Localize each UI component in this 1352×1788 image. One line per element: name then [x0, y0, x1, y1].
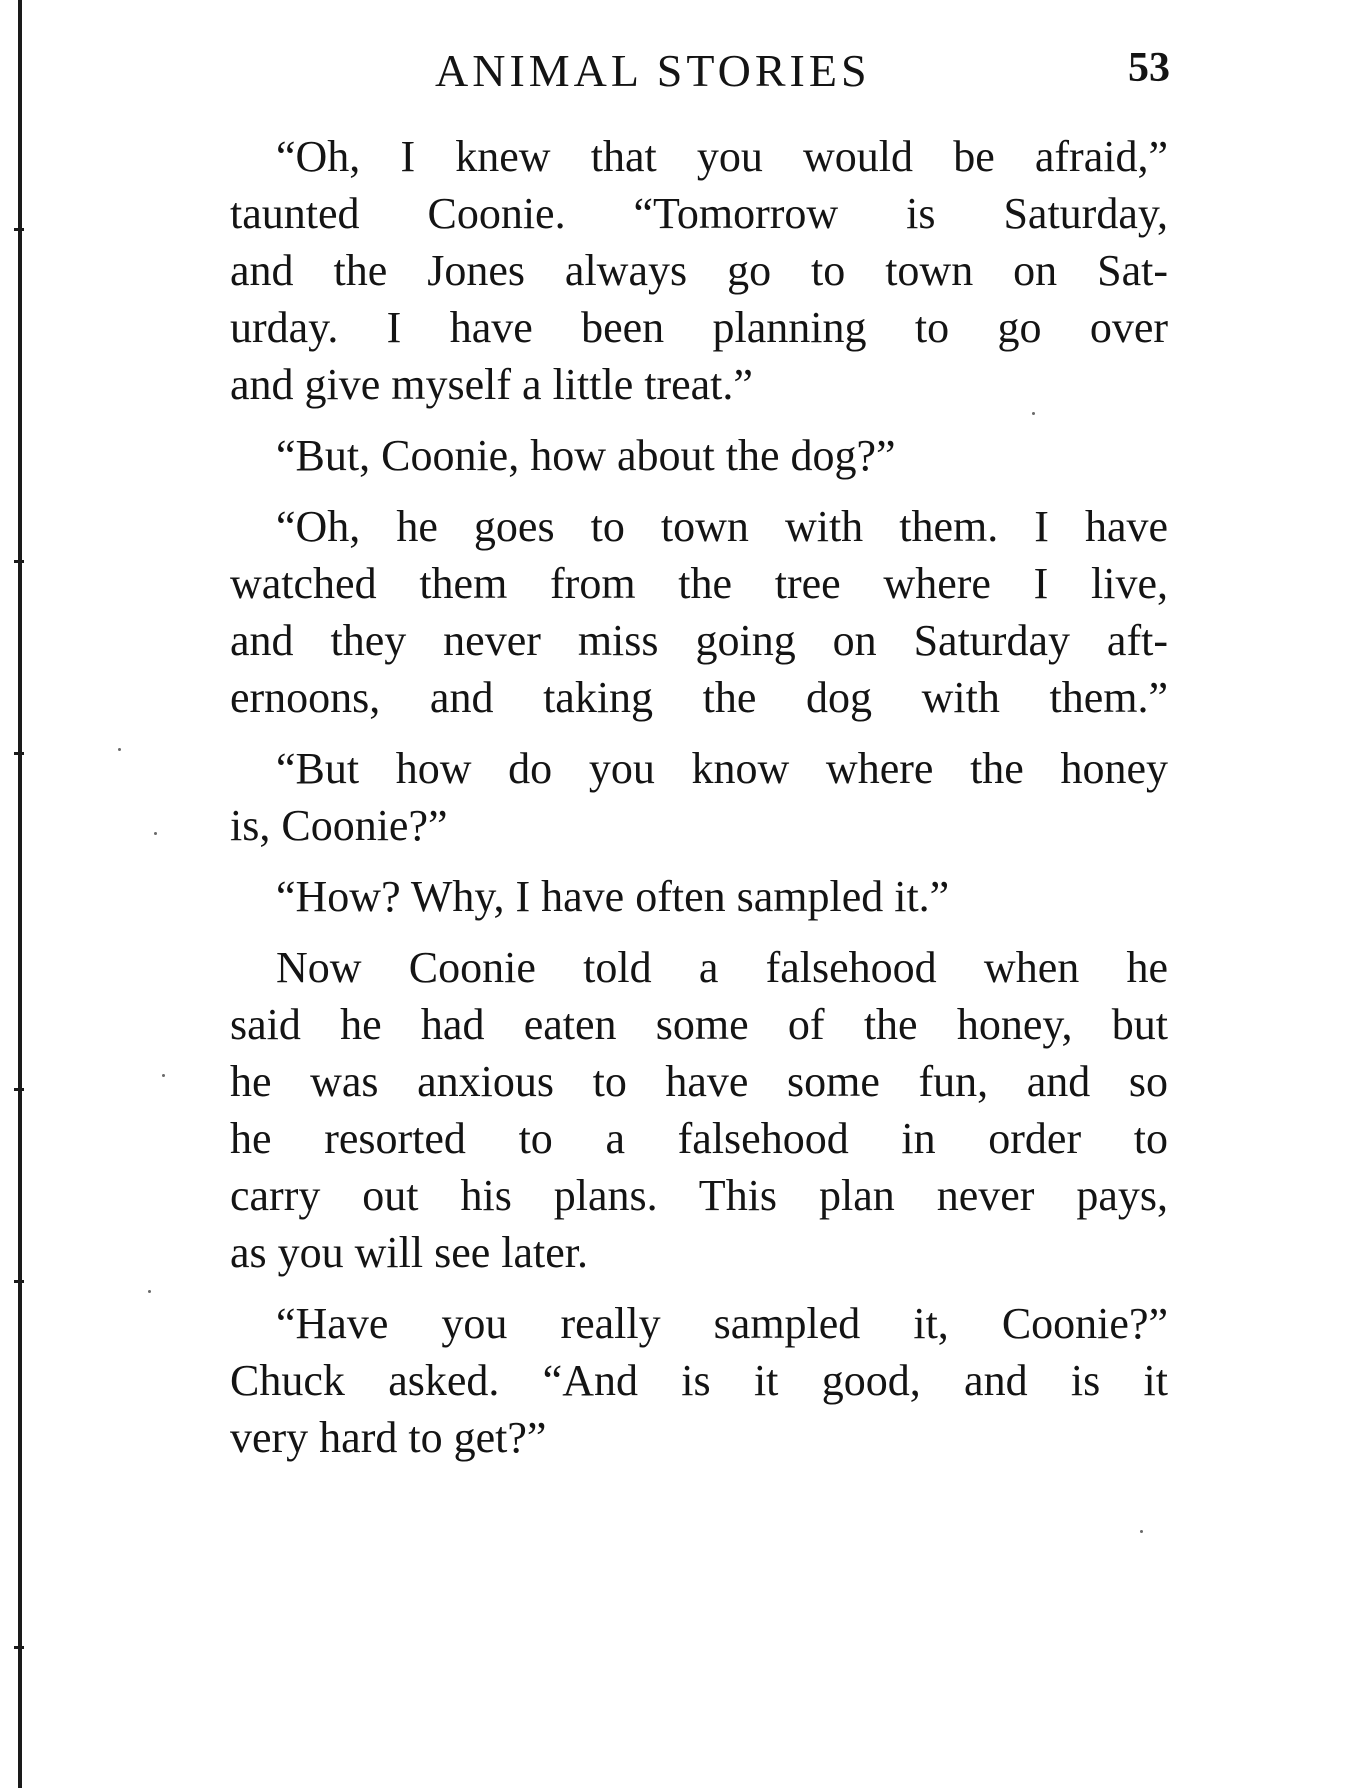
text-line: watched them from the tree where I live,	[230, 559, 1168, 608]
paragraph	[230, 939, 1168, 1281]
paragraph	[230, 427, 1168, 484]
text-line: “Have you really sampled it, Coonie?”	[276, 1299, 1168, 1348]
binding-mark	[14, 752, 24, 755]
text-line: “Oh, I knew that you would be afraid,”	[276, 132, 1168, 181]
text-line: carry out his plans. This plan never pays,	[230, 1171, 1168, 1220]
paper-speck	[148, 1290, 151, 1293]
binding-mark	[14, 228, 24, 231]
text-line: Chuck asked. “And is it good, and is it	[230, 1356, 1168, 1405]
paragraph	[230, 1295, 1168, 1466]
text-line: “But how do you know where the honey	[276, 744, 1168, 793]
paper-speck	[162, 1074, 165, 1077]
binding-mark	[14, 1280, 24, 1283]
paragraph	[230, 868, 1168, 925]
text-line: is, Coonie?”	[230, 801, 448, 850]
page-body	[230, 128, 1168, 1480]
text-line: Now Coonie told a falsehood when he	[276, 943, 1168, 992]
text-line: very hard to get?”	[230, 1413, 547, 1462]
binding-mark	[14, 1646, 24, 1649]
text-line: “But, Coonie, how about the dog?”	[276, 431, 896, 480]
text-line: he resorted to a falsehood in order to	[230, 1114, 1168, 1163]
paragraph	[230, 128, 1168, 413]
text-line: “Oh, he goes to town with them. I have	[276, 502, 1168, 551]
page-header	[230, 38, 1170, 98]
text-line: and the Jones always go to town on Sat-	[230, 246, 1168, 295]
text-line: as you will see later.	[230, 1228, 589, 1277]
paper-speck	[1140, 1530, 1143, 1533]
text-line: said he had eaten some of the honey, but	[230, 1000, 1168, 1049]
text-line: he was anxious to have some fun, and so	[230, 1057, 1168, 1106]
paper-speck	[154, 832, 157, 835]
page-binding-edge	[18, 0, 22, 1788]
binding-mark	[14, 560, 24, 563]
paragraph	[230, 498, 1168, 726]
text-line: “How? Why, I have often sampled it.”	[276, 872, 950, 921]
paragraph	[230, 740, 1168, 854]
text-line: ernoons, and taking the dog with them.”	[230, 673, 1168, 722]
running-title: ANIMAL STORIES	[435, 45, 871, 96]
paper-speck	[118, 748, 121, 751]
binding-mark	[14, 1088, 24, 1091]
text-line: and give myself a little treat.”	[230, 360, 753, 409]
text-line: urday. I have been planning to go over	[230, 303, 1168, 352]
page-number: 53	[1128, 45, 1170, 91]
text-line: taunted Coonie. “Tomorrow is Saturday,	[230, 189, 1168, 238]
text-line: and they never miss going on Saturday aft-	[230, 616, 1168, 665]
